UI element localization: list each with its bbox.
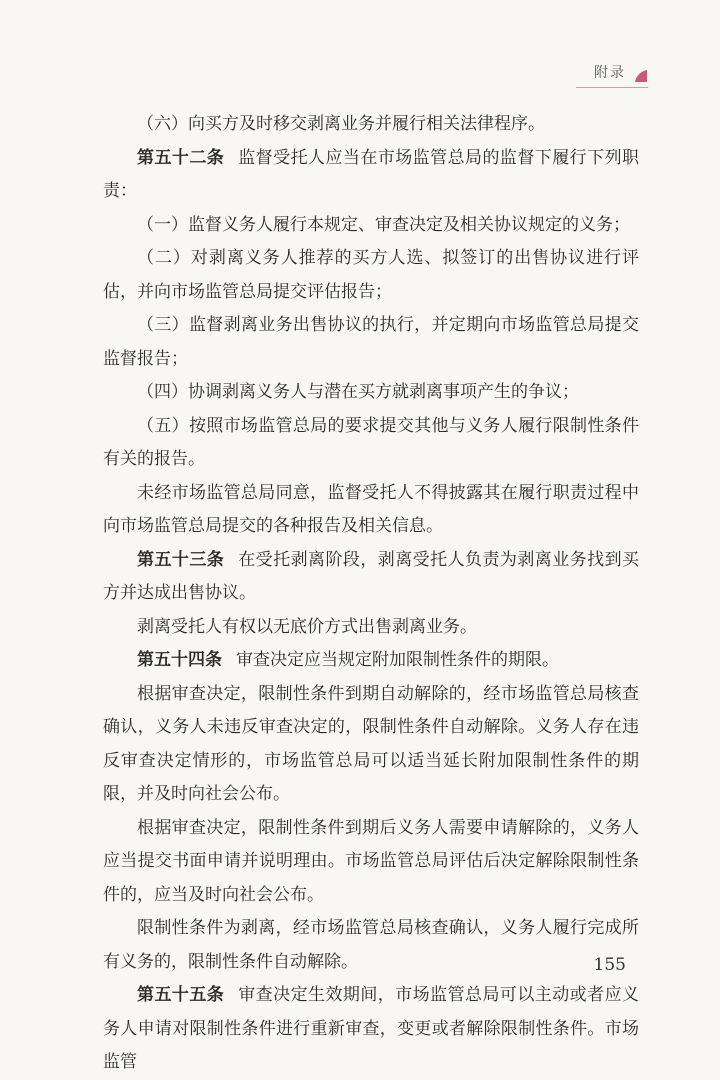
section-label: 附录 [594, 65, 626, 81]
paragraph: （四）协调剥离义务人与潜在买方就剥离事项产生的争议； [137, 382, 579, 402]
paragraph: 剥离受托人有权以无底价方式出售剥离业务。 [137, 616, 477, 637]
paragraph: 未经市场监管总局同意，监督受托人不得披露其在履行职责过程中向市场监管总局提交的各种报告及相关信息。 [103, 482, 639, 536]
header-rule [576, 87, 648, 88]
paragraph: （三）监督剥离业务出售协议的执行，并定期向市场监管总局提交监督报告； [103, 315, 639, 369]
paragraph: （五）按照市场监管总局的要求提交其他与义务人履行限制性条件有关的报告。 [103, 415, 639, 469]
article-heading: 第五十四条 [137, 650, 222, 670]
article-heading: 第五十三条 [137, 549, 225, 570]
paragraph: 限制性条件为剥离，经市场监管总局核查确认，义务人履行完成所有义务的，限制性条件自动解除。 [103, 918, 639, 972]
header-decoration-icon [634, 69, 648, 83]
article-paragraph: 第五十五条 审查决定生效期间，市场监管总局可以主动或者应义务人申请对限制性条件进行重新审查，变更或者解除限制性条件。市场监管 [103, 985, 640, 1072]
article-paragraph: 第五十三条 在受托剥离阶段，剥离受托人负责为剥离业务找到买方并达成出售协议。 [103, 549, 640, 603]
running-header [594, 52, 648, 88]
body-text [103, 108, 639, 1080]
paragraph: （一）监督义务人履行本规定、审查决定及相关协议规定的义务； [137, 214, 630, 235]
paragraph: 根据审查决定，限制性条件到期后义务人需要申请解除的，义务人应当提交书面申请并说明理由。市场监管总局评估后决定解除限制性条件的，应当及时向社会公布。 [103, 817, 639, 905]
article-paragraph: 第五十四条 审查决定应当规定附加限制性条件的期限。 [137, 650, 559, 670]
paragraph: （六）向买方及时移交剥离业务并履行相关法律程序。 [137, 114, 545, 134]
paragraph: 根据审查决定，限制性条件到期自动解除的，经市场监管总局核查确认，义务人未违反审查决定的，限制性条件自动解除。义务人存在违反审查决定情形的，市场监管总局可以适当延长附加限制性条件的期限，并及时向社会公布。 [103, 683, 639, 804]
page-number: 155 [593, 955, 626, 975]
article-heading: 第五十五条 [137, 985, 225, 1005]
paragraph: （二）对剥离义务人推荐的买方人选、拟签订的出售协议进行评估，并向市场监管总局提交评估报告； [103, 248, 639, 302]
article-paragraph: 第五十二条 监督受托人应当在市场监管总局的监督下履行下列职责： [103, 147, 640, 201]
article-heading: 第五十二条 [137, 147, 225, 168]
